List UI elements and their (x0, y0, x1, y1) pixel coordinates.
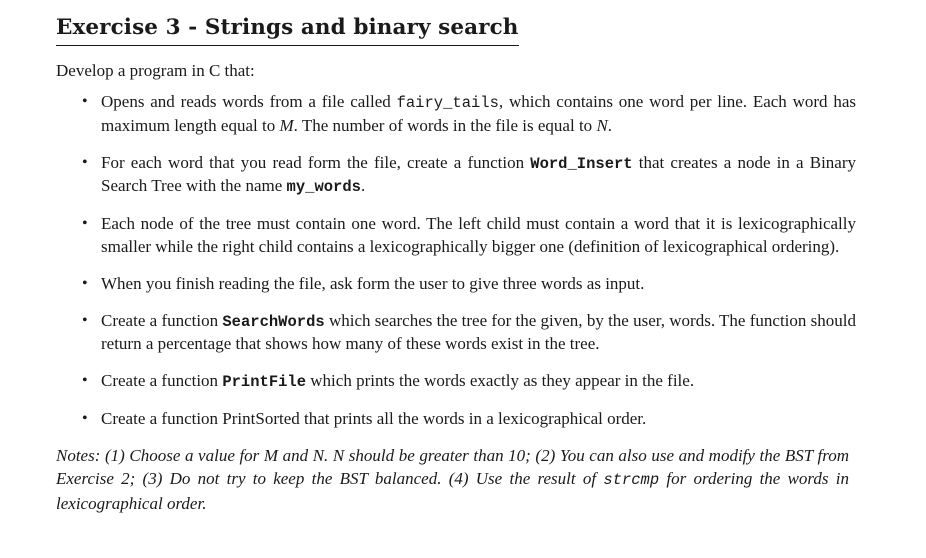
bullet-icon: • (82, 153, 88, 171)
requirement-text: For each word that you read form the file, create a function (101, 152, 531, 172)
requirement-text: which searches the tree for the given, by the user, words. The function should return a percentage that shows how many of these words exist in the tree. (101, 310, 856, 353)
notes-paragraph (56, 444, 849, 515)
bullet-icon: • (82, 215, 88, 232)
notes-text-after: for ordering the words in lexicographical order. (56, 469, 850, 513)
requirement-item (56, 213, 856, 258)
bullet-icon: • (82, 93, 88, 110)
bullet-icon: • (82, 410, 88, 427)
requirement-text: Each node of the tree must contain one word. The left child must contain a word that it is lexicographically smaller while the right child contains a lexicographically bigger one (definition of lexicographical ordering). (101, 214, 856, 256)
exercise-page (56, 14, 856, 515)
requirement-text: When you finish reading the file, ask form the user to give three words as input. (101, 273, 645, 293)
requirement-item (56, 273, 856, 296)
requirement-item (56, 91, 856, 137)
requirement-text: . The number of words in the file is equal to (293, 115, 597, 135)
code-identifier: PrintFile (222, 373, 307, 391)
code-identifier: fairy_tails (396, 94, 499, 112)
code-identifier: SearchWords (222, 312, 325, 331)
requirement-text: . (360, 176, 366, 195)
requirement-item (56, 152, 856, 199)
math-variable: N (596, 115, 608, 135)
requirement-text: Create a function (101, 371, 223, 390)
requirement-text: Create a function (101, 310, 223, 330)
requirement-item (56, 370, 856, 394)
bullet-icon: • (82, 274, 88, 292)
notes-code-strcmp: strcmp (603, 471, 660, 489)
requirement-text: which prints the words exactly as they appear in the file. (306, 371, 695, 390)
requirement-item (56, 408, 856, 431)
code-identifier: my_words (286, 178, 361, 196)
notes-text-before: Notes: (1) Choose a value for M and N. N should be greater than 10; (2) You can also use and modify the BST from Exercise 2; (3) Do not try to keep the BST balanced. (4) Use the result of (56, 446, 849, 488)
math-variable: M (279, 115, 294, 135)
bullet-icon: • (82, 372, 88, 389)
requirement-text: Create a function PrintSorted that prints all the words in a lexicographical order. (101, 409, 647, 428)
requirements-list (56, 91, 856, 431)
code-identifier: Word_Insert (530, 154, 633, 173)
requirement-text: . (607, 115, 613, 135)
intro-paragraph: Develop a program in C that: (56, 61, 255, 80)
requirement-item (56, 310, 856, 356)
requirement-text: , which contains one word per line. Each word has maximum length equal to (101, 92, 856, 135)
bullet-icon: • (82, 311, 88, 329)
requirement-text: Opens and reads words from a file called (101, 92, 397, 111)
exercise-title: Exercise 3 - Strings and binary search (56, 14, 519, 46)
requirement-text: that creates a node in a Binary Search Tree with the name (101, 152, 856, 195)
